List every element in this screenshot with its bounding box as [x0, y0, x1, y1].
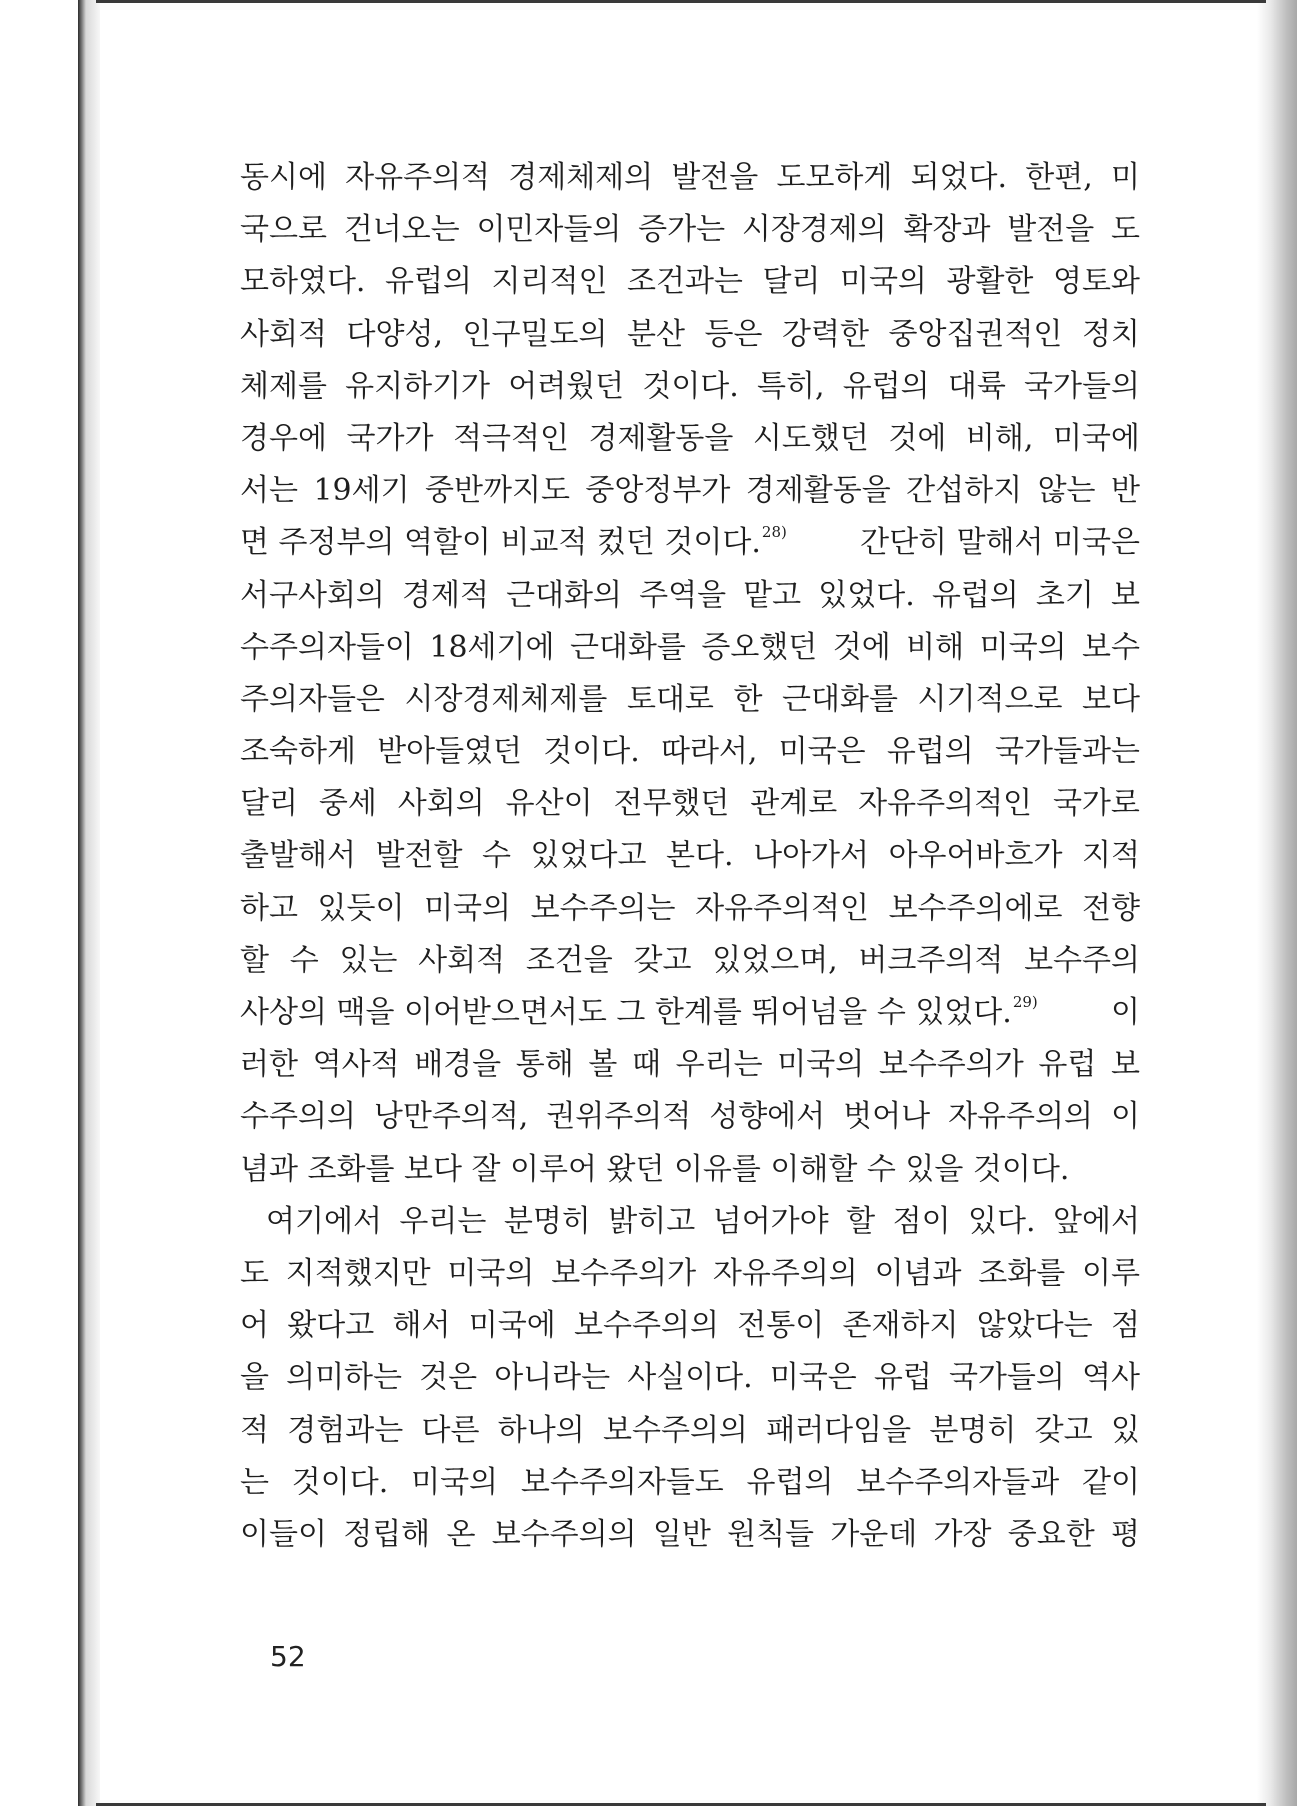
word: 밝히고	[608, 1203, 696, 1239]
word: 미국의	[777, 1047, 865, 1083]
text-line	[240, 361, 1140, 413]
word: 있었으며,	[712, 942, 838, 978]
footnote-marker: 28)	[761, 523, 787, 542]
word: 보수주의의	[491, 1516, 637, 1552]
word: 것에	[832, 629, 891, 665]
word: 가운데	[830, 1516, 918, 1552]
word: 주역을	[639, 577, 727, 613]
word: 수	[482, 838, 511, 874]
word: 사회적	[418, 942, 506, 978]
text-line	[240, 830, 1140, 882]
word: 맡고	[743, 577, 802, 613]
page-top-border	[96, 0, 1266, 3]
page-binding-edge	[78, 0, 100, 1806]
word: 어려웠던	[508, 368, 625, 404]
word: 받아들였던	[377, 734, 523, 770]
word: 본다.	[666, 838, 734, 874]
word: 국가들과는	[995, 734, 1140, 770]
word: 서구사회의	[240, 577, 385, 613]
word: 있었다고	[530, 838, 647, 874]
word: 우리는	[675, 1047, 763, 1083]
word: 시도했던	[752, 420, 869, 456]
word: 볼	[588, 1047, 618, 1083]
word: 자유주의의	[712, 1255, 858, 1291]
word: 확장과	[903, 212, 991, 248]
word: 광활한	[946, 264, 1034, 300]
text-line	[240, 1144, 1140, 1196]
text-line	[240, 1091, 1140, 1143]
word: 앞에서	[1053, 1203, 1140, 1239]
word: 도모하게	[776, 160, 893, 195]
text-line	[240, 1039, 1140, 1091]
text-line	[240, 674, 1140, 726]
word: 배경을	[414, 1047, 502, 1083]
word: 분명히	[503, 1203, 591, 1239]
word: 건너오는	[343, 212, 460, 248]
word: 미국은	[769, 1360, 857, 1396]
word: 자유주의적인	[695, 890, 869, 926]
word: 유럽의	[746, 1464, 834, 1500]
word: 중요한	[1007, 1516, 1095, 1552]
text-line	[240, 935, 1140, 987]
word: 점이	[892, 1203, 951, 1239]
word: 을	[240, 1360, 269, 1396]
word: 보	[1111, 1047, 1140, 1083]
word: 출발해서	[240, 838, 356, 874]
word: 경제활동을	[745, 473, 891, 509]
word: 근대화를	[782, 681, 898, 717]
word: 주의자들은	[240, 681, 385, 717]
text-line	[240, 152, 1140, 204]
word: 패러다임을	[766, 1412, 912, 1448]
word: 않는	[1037, 473, 1096, 509]
word: 시장경제체제를	[404, 681, 608, 717]
text-line	[240, 413, 1140, 465]
word: 중세	[318, 786, 377, 822]
word: 초기	[1035, 577, 1094, 613]
word: 나아가서	[753, 838, 870, 874]
word: 대륙	[947, 368, 1006, 404]
word: 정립해	[343, 1516, 431, 1552]
word: 시기적으로	[917, 681, 1063, 717]
word: 있듯이	[317, 890, 405, 926]
text-line	[240, 1405, 1140, 1457]
word: 미국의	[424, 890, 512, 926]
word: 보수주의가	[878, 1047, 1024, 1083]
word: 보수주의의	[603, 1412, 748, 1448]
word: 있	[1110, 1412, 1140, 1448]
text-line	[240, 778, 1140, 830]
word: 이민자들의	[476, 212, 622, 248]
word: 존재하지	[842, 1308, 959, 1344]
body-text	[240, 152, 1140, 1561]
word: 인구밀도의	[462, 316, 608, 352]
word: 경제체제의	[508, 160, 654, 195]
word: 수주의자들이	[240, 629, 414, 665]
word: 조숙하게	[240, 734, 356, 770]
word: 비해	[906, 629, 965, 665]
word: 평	[1110, 1516, 1140, 1552]
word: 이념과	[874, 1255, 962, 1291]
word: 지리적인	[491, 264, 608, 300]
word: 보수주의자들과	[856, 1464, 1060, 1500]
footnote-marker: 29)	[1012, 993, 1038, 1011]
page-number: 52	[270, 1640, 306, 1673]
word: 국가가	[346, 420, 434, 456]
word: 19세기	[313, 473, 410, 509]
word: 보수주의의	[574, 1308, 719, 1344]
word: 아우어바흐가	[888, 838, 1063, 874]
word: 적	[240, 1412, 269, 1448]
word: 등은	[704, 316, 763, 352]
word: 유지하기가	[345, 368, 491, 404]
text-line-content: 면 주정부의 역할이 비교적 컸던 것이다.$^{28)}$	[240, 523, 787, 561]
word: 유럽	[873, 1360, 932, 1396]
word: 특히,	[757, 368, 825, 404]
word: 반	[1111, 473, 1140, 509]
word: 보다	[1082, 681, 1140, 717]
text-line	[240, 1509, 1140, 1561]
text-line	[240, 1300, 1140, 1352]
text-line	[240, 1196, 1140, 1248]
word: 증오했던	[701, 629, 818, 665]
word: 발전을	[1007, 212, 1095, 248]
word: 이	[1110, 1099, 1140, 1135]
word: 국가들의	[1024, 368, 1140, 404]
word: 근대화의	[506, 577, 622, 613]
word: 미국은	[778, 734, 866, 770]
word: 정치	[1081, 316, 1140, 352]
word: 보수	[1082, 629, 1140, 665]
word: 지적했지만	[285, 1255, 431, 1291]
word: 유럽의	[886, 734, 974, 770]
word: 아니라는	[494, 1360, 611, 1396]
word: 적극적인	[453, 420, 569, 456]
word: 체제를	[240, 368, 327, 404]
word: 도	[1111, 212, 1140, 248]
word: 모하였다.	[240, 264, 366, 300]
word: 발전을	[671, 160, 759, 195]
word: 조건을	[525, 942, 613, 978]
word: 미국의	[447, 1255, 535, 1291]
word: 것은	[419, 1360, 478, 1396]
word: 관계로	[750, 786, 838, 822]
word: 왔다고	[287, 1308, 375, 1344]
word: 보수주의	[1024, 942, 1140, 978]
word: 근대화를	[569, 629, 686, 665]
text-line	[240, 1457, 1140, 1509]
word: 갖고	[633, 942, 692, 978]
word: 있는	[339, 942, 398, 978]
word: 성향에서	[709, 1099, 826, 1135]
word: 이들이	[240, 1516, 327, 1552]
word: 서는	[240, 473, 298, 509]
word: 간섭하지	[906, 473, 1023, 509]
word: 보수주의가	[551, 1255, 697, 1291]
word: 되었다.	[910, 160, 1008, 195]
text-line	[240, 726, 1140, 778]
word: 버크주의적	[858, 942, 1004, 978]
word: 때	[632, 1047, 662, 1083]
word: 보	[1110, 577, 1140, 613]
word: 달리	[762, 264, 821, 300]
word: 것에	[888, 420, 947, 456]
word: 전향	[1082, 890, 1140, 926]
text-line	[240, 204, 1140, 256]
word: 통해	[515, 1047, 574, 1083]
word: 할	[240, 942, 269, 978]
text-line	[240, 987, 1140, 1039]
word: 경험과는	[287, 1412, 404, 1448]
word: 달리	[240, 786, 298, 822]
word: 는	[240, 1464, 269, 1500]
word: 영토와	[1052, 264, 1140, 300]
word: 해서	[392, 1308, 451, 1344]
word: 보수주의자들도	[520, 1464, 724, 1500]
word: 조화를	[978, 1255, 1066, 1291]
word: 전통이	[737, 1308, 825, 1344]
word: 점	[1110, 1308, 1140, 1344]
word: 가장	[933, 1516, 992, 1552]
word: 것이다.	[543, 734, 640, 770]
page-right-edge-shadow	[1257, 0, 1297, 1806]
word: 낭만주의적,	[373, 1099, 529, 1135]
word: 미국의	[979, 629, 1067, 665]
word: 어	[240, 1308, 269, 1344]
text-line	[240, 309, 1140, 361]
word: 일반	[652, 1516, 711, 1552]
text-line-content: 간단히 말해서 미국은	[860, 525, 1140, 561]
word: 넘어가야	[712, 1203, 829, 1239]
word: 한편,	[1025, 160, 1093, 195]
text-line-content: 념과 조화를 보다 잘 이루어 왔던 이유를 이해할 수 있을 것이다.	[240, 1151, 1070, 1187]
word: 벗어나	[843, 1099, 931, 1135]
word: 분명히	[929, 1412, 1017, 1448]
word: 자유주의의	[948, 1099, 1093, 1135]
word: 미	[1110, 160, 1140, 195]
word: 같이	[1082, 1464, 1140, 1500]
word: 여기에서	[266, 1203, 382, 1239]
word: 전무했던	[613, 786, 730, 822]
word: 역사	[1081, 1360, 1140, 1396]
word: 발전할	[375, 838, 463, 874]
word: 경우에	[240, 420, 327, 456]
word: 사실이다.	[627, 1360, 753, 1396]
word: 않았다는	[976, 1308, 1093, 1344]
word: 국가들의	[948, 1360, 1065, 1396]
word: 중앙집권적인	[888, 316, 1063, 352]
word: 할	[846, 1203, 876, 1239]
word: 중앙정부가	[585, 473, 731, 509]
text-line-content: 사상의 맥을 이어받으면서도 그 한계를 뛰어넘을 수 있었다.$^{29)}$	[240, 993, 1038, 1030]
word: 것이다.	[291, 1464, 389, 1500]
word: 분산	[626, 316, 685, 352]
word: 비해,	[965, 420, 1034, 456]
word: 중반까지도	[425, 473, 570, 509]
word: 유럽	[1038, 1047, 1097, 1083]
text-line-content: 이	[1111, 995, 1140, 1030]
word: 권위주의적	[546, 1099, 692, 1135]
word: 도	[240, 1255, 269, 1291]
word: 토대로	[626, 681, 714, 717]
word: 조건과는	[626, 264, 743, 300]
word: 지적	[1082, 838, 1140, 874]
word: 수	[289, 942, 319, 978]
word: 미국에	[468, 1308, 556, 1344]
word: 경제활동을	[588, 420, 734, 456]
text-line	[240, 1352, 1140, 1404]
word: 시장경제의	[741, 212, 887, 248]
word: 갖고	[1034, 1412, 1093, 1448]
text-line	[240, 256, 1140, 308]
word: 따라서,	[660, 734, 758, 770]
word: 동시에	[240, 160, 327, 195]
word: 보수주의에로	[888, 890, 1063, 926]
word: 국으로	[240, 212, 327, 248]
word: 다른	[421, 1412, 480, 1448]
text-line	[240, 883, 1140, 935]
word: 온	[446, 1516, 476, 1552]
word: 미국에	[1052, 420, 1140, 456]
word: 있다.	[968, 1203, 1036, 1239]
word: 강력한	[782, 316, 869, 352]
word: 역사적	[312, 1047, 400, 1083]
word: 유럽의	[842, 368, 930, 404]
word: 유럽의	[385, 264, 472, 300]
word: 사회적	[240, 316, 327, 352]
word: 원칙들	[727, 1516, 815, 1552]
word: 국가로	[1052, 786, 1140, 822]
word: 우리는	[399, 1203, 487, 1239]
word: 사회의	[397, 786, 485, 822]
word: 유럽의	[931, 577, 1019, 613]
word: 하고	[240, 890, 298, 926]
word: 의미하는	[286, 1360, 403, 1396]
word: 보수주의는	[530, 890, 676, 926]
text-line	[240, 465, 1140, 517]
word: 하나의	[497, 1412, 585, 1448]
text-line	[240, 1248, 1140, 1300]
word: 이루	[1082, 1255, 1140, 1291]
word: 한	[733, 681, 763, 717]
word: 자유주의적인	[858, 786, 1033, 822]
word: 러한	[240, 1047, 298, 1083]
text-line	[240, 517, 1140, 569]
word: 수주의의	[240, 1099, 356, 1135]
text-line	[240, 622, 1140, 674]
word: 다양성,	[346, 316, 443, 352]
word: 자유주의적	[345, 160, 491, 195]
word: 미국의	[839, 264, 927, 300]
text-line	[240, 570, 1140, 622]
word: 유산이	[505, 786, 593, 822]
word: 미국의	[411, 1464, 499, 1500]
word: 증가는	[638, 212, 726, 248]
word: 경제적	[402, 577, 489, 613]
word: 18세기에	[429, 629, 555, 665]
word: 것이다.	[642, 368, 739, 404]
word: 있었다.	[818, 577, 915, 613]
